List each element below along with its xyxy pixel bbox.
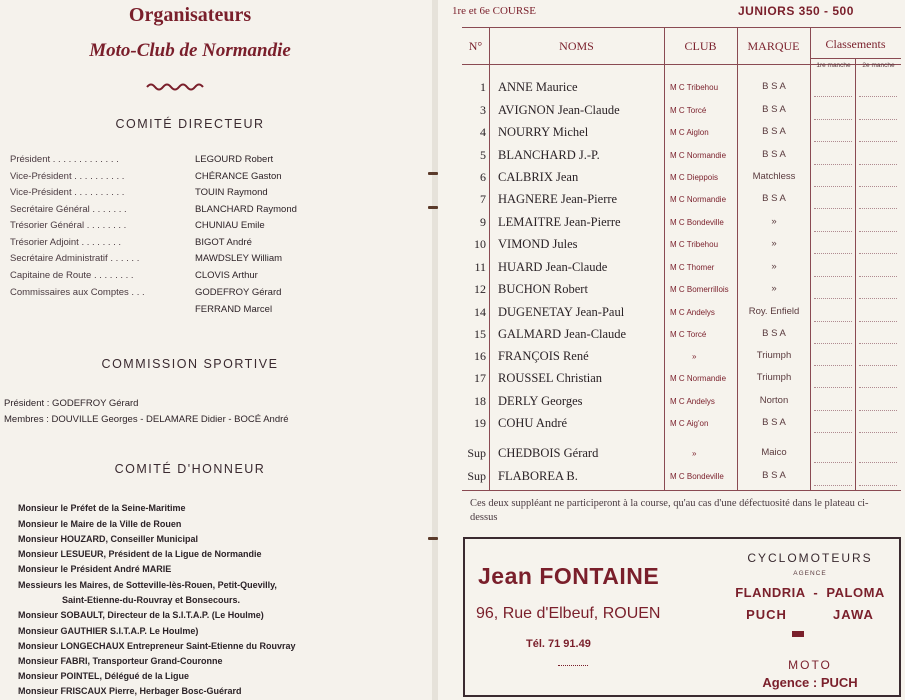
table-row: [462, 282, 901, 304]
table-row: [462, 394, 901, 416]
rider-club: M C Torcé: [670, 330, 707, 339]
classement-dotted-line: [814, 321, 852, 322]
member-name: CHUNIAU Emile: [195, 220, 265, 231]
bike-make: Maico: [761, 447, 787, 458]
table-row: [462, 170, 901, 192]
rider-name: GALMARD Jean-Claude: [498, 327, 627, 341]
staple: [428, 206, 438, 209]
member-name: CHÉRANCE Gaston: [195, 171, 282, 182]
entry-number: 11: [474, 260, 486, 274]
member-name: BIGOT André: [195, 237, 252, 248]
classement-dotted-line: [859, 276, 897, 277]
entry-number: Sup: [467, 446, 486, 460]
classement-dotted-line: [859, 485, 897, 486]
entry-number: 10: [474, 237, 486, 251]
classement-dotted-line: [814, 119, 852, 120]
header-manche-1: 1re manche: [816, 62, 851, 69]
rider-club: M C Andelys: [670, 397, 715, 406]
list-item: Monsieur le Président André MARIE: [18, 564, 172, 574]
list-item: [10, 237, 430, 253]
ad-agence: AGENCE: [793, 570, 827, 577]
category-label: JUNIORS 350 - 500: [738, 4, 854, 18]
table-row: [462, 371, 901, 393]
rider-name: NOURRY Michel: [498, 125, 589, 139]
table-row: [462, 80, 901, 102]
rider-club: M C Normandie: [670, 151, 727, 160]
ad-cyclomoteurs: CYCLOMOTEURS: [747, 551, 873, 565]
entry-number: 16: [474, 349, 486, 363]
entry-number: 1: [480, 80, 486, 94]
bike-make: Triumph: [756, 372, 792, 383]
list-item: [10, 304, 430, 320]
classement-dotted-line: [859, 321, 897, 322]
table-row: [462, 327, 901, 349]
rider-club: M C Andelys: [670, 308, 715, 317]
bike-make: B S A: [762, 470, 786, 481]
bike-make: B S A: [762, 193, 786, 204]
bike-make: »: [771, 238, 777, 249]
list-item: Monsieur HOUZARD, Conseiller Municipal: [18, 534, 199, 544]
list-item: Monsieur FRISCAUX Pierre, Herbager Bosc-Guérard: [18, 686, 242, 696]
classement-dotted-line: [814, 387, 852, 388]
classement-dotted-line: [859, 253, 897, 254]
course-label: 1re et 6e COURSE: [452, 5, 537, 17]
staple: [428, 172, 438, 175]
role-label: Trésorier Général . . . . . . . .: [10, 220, 127, 231]
rider-name: HAGNERE Jean-Pierre: [498, 192, 618, 206]
entry-number: 18: [474, 394, 486, 408]
rider-club: »: [692, 352, 697, 361]
classement-dotted-line: [859, 231, 897, 232]
table-row: [462, 148, 901, 170]
entry-number: 5: [480, 148, 486, 162]
entry-number: 19: [474, 416, 486, 430]
rider-name: COHU André: [498, 416, 568, 430]
classement-dotted-line: [859, 298, 897, 299]
bike-make: Triumph: [756, 350, 792, 361]
staple: [428, 537, 438, 540]
bike-make: B S A: [762, 328, 786, 339]
ornament-divider: [145, 80, 205, 94]
commission-president: Président : GODEFROY Gérard: [4, 398, 139, 409]
entry-number: 14: [474, 305, 486, 319]
classement-dotted-line: [814, 343, 852, 344]
list-item: [10, 253, 430, 269]
entry-number: 6: [480, 170, 486, 184]
member-name: FERRAND Marcel: [195, 304, 273, 315]
rider-name: HUARD Jean-Claude: [498, 260, 608, 274]
entry-number: Sup: [467, 469, 486, 483]
ad-phone: Tél. 71 91.49: [526, 638, 591, 650]
bike-make: B S A: [762, 81, 786, 92]
header-manche-2: 2e manche: [862, 62, 895, 69]
member-name: BLANCHARD Raymond: [195, 204, 297, 215]
ad-name: Jean FONTAINE: [478, 563, 660, 589]
bike-make: »: [771, 261, 777, 272]
bike-make: Norton: [759, 395, 789, 406]
list-item: [10, 287, 430, 303]
rider-club: M C Thomer: [670, 263, 715, 272]
member-name: MAWDSLEY William: [195, 253, 283, 264]
rider-club: M C Aiglon: [670, 128, 709, 137]
classement-dotted-line: [859, 432, 897, 433]
classement-dotted-line: [814, 208, 852, 209]
classement-dotted-line: [814, 276, 852, 277]
list-item: Saint-Etienne-du-Rouvray et Bonsecours.: [62, 595, 241, 605]
classement-dotted-line: [814, 462, 852, 463]
classement-dotted-line: [814, 164, 852, 165]
classement-dotted-line: [859, 186, 897, 187]
rider-club: M C Normandie: [670, 195, 727, 204]
ad-agence-puch: Agence : PUCH: [762, 675, 858, 690]
list-item: [10, 270, 430, 286]
list-item: Monsieur LESUEUR, Président de la Ligue de Normandie: [18, 549, 262, 559]
table-row: [462, 215, 901, 237]
classement-dotted-line: [814, 186, 852, 187]
ad-address: 96, Rue d'Elbeuf, ROUEN: [476, 605, 661, 622]
classement-dotted-line: [859, 96, 897, 97]
bike-make: »: [771, 283, 777, 294]
rider-name: BUCHON Robert: [498, 282, 588, 296]
list-item: [10, 220, 430, 236]
list-item: Monsieur le Préfet de la Seine-Maritime: [18, 503, 186, 513]
ad-brands-line-2: PUCH JAWA: [746, 607, 874, 622]
list-item: Monsieur GAUTHIER S.I.T.A.P. Le Houlme): [18, 626, 199, 636]
bike-make: B S A: [762, 126, 786, 137]
role-label: Secrétaire Général . . . . . . .: [10, 204, 127, 215]
ad-moto: MOTO: [788, 658, 832, 672]
rider-club: M C Tribehou: [670, 83, 719, 92]
rider-club: M C Bondeville: [670, 218, 724, 227]
list-item: Monsieur LONGECHAUX Entrepreneur Saint-Etienne du Rouvray: [18, 641, 296, 651]
rider-name: AVIGNON Jean-Claude: [498, 103, 620, 117]
rider-name: ANNE Maurice: [498, 80, 578, 94]
rider-club: M C Torcé: [670, 106, 707, 115]
member-name: GODEFROY Gérard: [195, 287, 282, 298]
role-label: Secrétaire Administratif . . . . . .: [10, 253, 140, 264]
header-noms: NOMS: [559, 39, 594, 53]
commission-sportive-heading: COMMISSION SPORTIVE: [101, 357, 279, 371]
table-row: [462, 416, 901, 438]
entry-number: 12: [474, 282, 486, 296]
role-label: Président . . . . . . . . . . . . .: [10, 154, 119, 165]
classement-dotted-line: [859, 343, 897, 344]
classement-dotted-line: [859, 208, 897, 209]
table-row: [462, 349, 901, 371]
classement-dotted-line: [814, 253, 852, 254]
bike-make: Roy. Enfield: [748, 306, 800, 317]
entry-number: 9: [480, 215, 486, 229]
entry-number: 7: [480, 192, 486, 206]
entry-number: 3: [480, 103, 486, 117]
classement-dotted-line: [814, 410, 852, 411]
list-item: [10, 154, 430, 170]
entry-number: 4: [480, 125, 486, 139]
entry-number: 15: [474, 327, 486, 341]
ad-ornament: [558, 665, 588, 666]
list-item: Monsieur POINTEL, Délégué de la Ligue: [18, 671, 190, 681]
comite-honneur-heading: COMITÉ D'HONNEUR: [114, 462, 266, 476]
rider-club: »: [692, 449, 697, 458]
rider-name: FRANÇOIS René: [498, 349, 589, 363]
organisers-title: Organisateurs: [128, 4, 252, 26]
comite-directeur-heading: COMITÉ DIRECTEUR: [115, 117, 265, 131]
role-label: Commissaires aux Comptes . . .: [10, 287, 145, 298]
list-item: [10, 204, 430, 220]
header-club: CLUB: [684, 39, 717, 53]
rider-club: M C Tribehou: [670, 240, 719, 249]
bike-make: B S A: [762, 104, 786, 115]
classement-dotted-line: [814, 96, 852, 97]
rider-name: BLANCHARD J.-P.: [498, 148, 600, 162]
ad-brands-line-1: FLANDRIA - PALOMA: [735, 585, 885, 600]
table-row: [462, 260, 901, 282]
rider-club: M C Dieppois: [670, 173, 719, 182]
classement-dotted-line: [814, 141, 852, 142]
bike-make: B S A: [762, 149, 786, 160]
list-item: Monsieur le Maire de la Ville de Rouen: [18, 519, 182, 529]
list-item: Monsieur SOBAULT, Directeur de la S.I.T.A.P. (Le Houlme): [18, 610, 264, 620]
table-rule: [810, 58, 901, 59]
rider-name: VIMOND Jules: [498, 237, 578, 251]
footnote: Ces deux suppléant ne participeront à la course, qu'au cas d'une défectuosité dans le plateau ci-dessus: [470, 498, 869, 523]
commission-members: Membres : DOUVILLE Georges - DELAMARE Didier - BOCÉ André: [4, 414, 289, 425]
role-label: Trésorier Adjoint . . . . . . . .: [10, 237, 122, 248]
rider-club: M C Bondeville: [670, 472, 724, 481]
rider-name: DERLY Georges: [498, 394, 583, 408]
ad-small-logo: [792, 631, 804, 637]
classement-dotted-line: [859, 462, 897, 463]
table-row: [462, 103, 901, 125]
classement-dotted-line: [859, 119, 897, 120]
list-item: Monsieur FABRI, Transporteur Grand-Couronne: [18, 656, 223, 666]
role-label: Vice-Président . . . . . . . . . .: [10, 187, 125, 198]
list-item: [10, 171, 430, 187]
table-row: [462, 237, 901, 259]
rider-name: DUGENETAY Jean-Paul: [498, 305, 625, 319]
list-item: [10, 187, 430, 203]
bike-make: Matchless: [752, 171, 796, 182]
header-classements: Classements: [825, 37, 886, 51]
bike-make: »: [771, 216, 777, 227]
table-row: [462, 305, 901, 327]
classement-dotted-line: [814, 231, 852, 232]
classement-dotted-line: [814, 298, 852, 299]
table-row: [462, 446, 901, 468]
club-name: Moto-Club de Normandie: [89, 40, 291, 61]
entry-number: 17: [474, 371, 486, 385]
table-row: [462, 469, 901, 491]
rider-name: FLABOREA B.: [498, 469, 578, 483]
classement-dotted-line: [859, 164, 897, 165]
member-name: CLOVIS Arthur: [195, 270, 258, 281]
rider-club: M C Normandie: [670, 374, 727, 383]
rider-club: M C Aig'on: [670, 419, 709, 428]
rider-name: CHEDBOIS Gérard: [498, 446, 599, 460]
bike-make: B S A: [762, 417, 786, 428]
classement-dotted-line: [859, 387, 897, 388]
rider-name: CALBRIX Jean: [498, 170, 579, 184]
table-row: [462, 125, 901, 147]
header-no: N°: [468, 39, 483, 53]
header-marque: MARQUE: [747, 39, 800, 53]
list-item: Messieurs les Maires, de Sotteville-lès-Rouen, Petit-Quevilly,: [18, 580, 277, 590]
rider-name: ROUSSEL Christian: [498, 371, 603, 385]
classement-dotted-line: [859, 365, 897, 366]
table-row: [462, 192, 901, 214]
member-name: TOUIN Raymond: [195, 187, 268, 198]
classement-dotted-line: [859, 410, 897, 411]
rider-name: LEMAITRE Jean-Pierre: [498, 215, 621, 229]
member-name: LEGOURD Robert: [195, 154, 274, 165]
rider-club: M C Bomerrillois: [670, 285, 729, 294]
classement-dotted-line: [814, 365, 852, 366]
classement-dotted-line: [814, 432, 852, 433]
classement-dotted-line: [814, 485, 852, 486]
role-label: Capitaine de Route . . . . . . . .: [10, 270, 134, 281]
classement-dotted-line: [859, 141, 897, 142]
role-label: Vice-Président . . . . . . . . . .: [10, 171, 125, 182]
